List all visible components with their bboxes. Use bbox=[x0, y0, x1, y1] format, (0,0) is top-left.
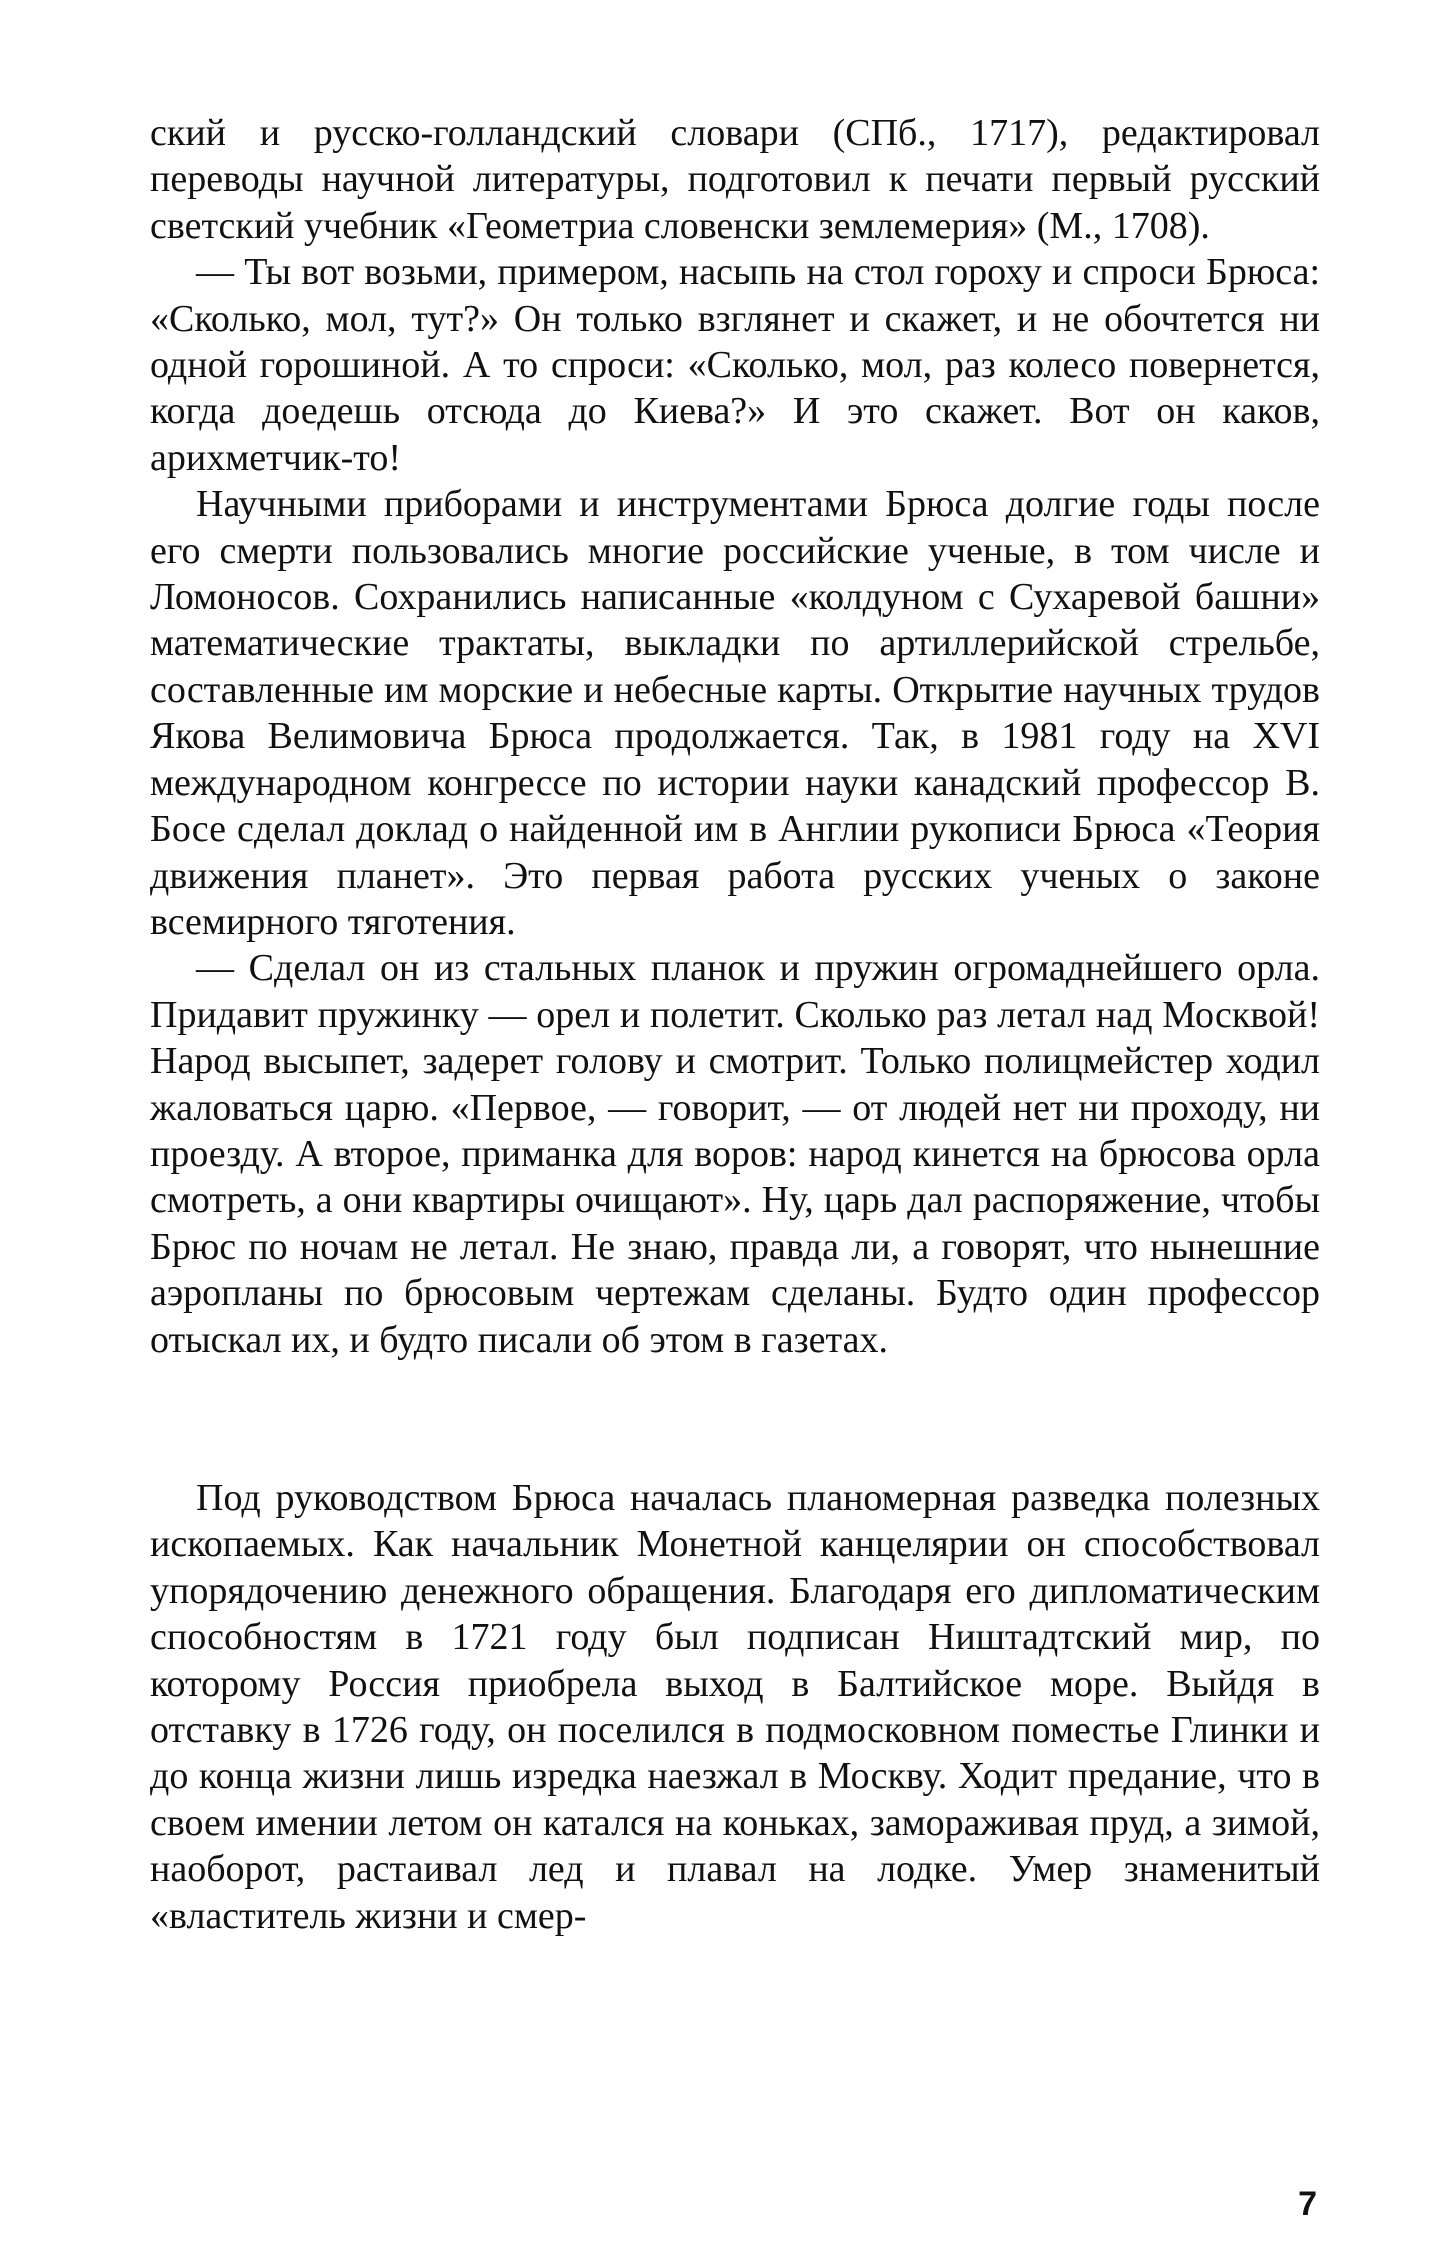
paragraph-4: — Сделал он из стальных планок и пружин огромаднейшего орла. Придавит пружинку — орел и полетит. Сколько раз летал над Москвой! Народ высыпет, задерет голову и смотрит. Только полицмейстер ходил жаловаться царю. «Первое, — говорит, — от людей нет ни проходу, ни проезду. А второе, приманка для воров: народ кинется на брюсова орла смотреть, а они квартиры очищают». Ну, царь дал распоряжение, чтобы Брюс по ночам не летал. Не знаю, правда ли, а говорят, что нынешние аэропланы по брюсовым чертежам сделаны. Будто один профессор отыскал их, и будто писали об этом в газетах. bbox=[150, 947, 1320, 1361]
paragraph-2: — Ты вот возьми, примером, насыпь на стол гороху и спроси Брюса: «Сколько, мол, тут?» Он только взглянет и скажет, и не обочтется ни одной горошиной. А то спроси: «Сколько, мол, раз колесо повернется, когда доедешь отсюда до Киева?» И это скажет. Вот он каков, арихметчик-то! bbox=[150, 251, 1320, 479]
text-block-1 bbox=[150, 110, 1320, 1363]
text-block-2 bbox=[150, 1475, 1320, 1939]
paragraph-1: ский и русско-голландский словари (СПб., 1717), редактировал переводы научной литературы, подготовил к печати первый русский светский учебник «Геометриа словенски землемерия» (М., 1708). bbox=[150, 112, 1320, 247]
paragraph-3: Научными приборами и инструментами Брюса долгие годы после его смерти пользовались многие российские ученые, в том числе и Ломоносов. Сохранились написанные «колдуном с Сухаревой башни» математические трактаты, выкладки по артиллерийской стрельбе, составленные им морские и небесные карты. Открытие научных трудов Якова Велимовича Брюса продолжается. Так, в 1981 году на XVI международном конгрессе по истории науки канадский профессор В. Босе сделал доклад о найденной им в Англии рукописи Брюса «Теория движения планет». Это первая работа русских ученых о законе всемирного тяготения. bbox=[150, 483, 1320, 943]
paragraph-5: Под руководством Брюса началась планомерная разведка полезных ископаемых. Как начальник Монетной канцелярии он способствовал упорядочению денежного обращения. Благодаря его дипломатическим способностям в 1721 году был подписан Ништадтский мир, по которому Россия приобрела выход в Балтийское море. Выйдя в отставку в 1726 году, он поселился в подмосковном поместье Глинки и до конца жизни лишь изредка наезжал в Москву. Ходит предание, что в своем имении летом он катался на коньках, замораживая пруд, а зимой, наоборот, растаивал лед и плавал на лодке. Умер знаменитый «властитель жизни и смер- bbox=[150, 1476, 1320, 1937]
page-text bbox=[150, 110, 1320, 1939]
page-number: 7 bbox=[1298, 2185, 1317, 2223]
